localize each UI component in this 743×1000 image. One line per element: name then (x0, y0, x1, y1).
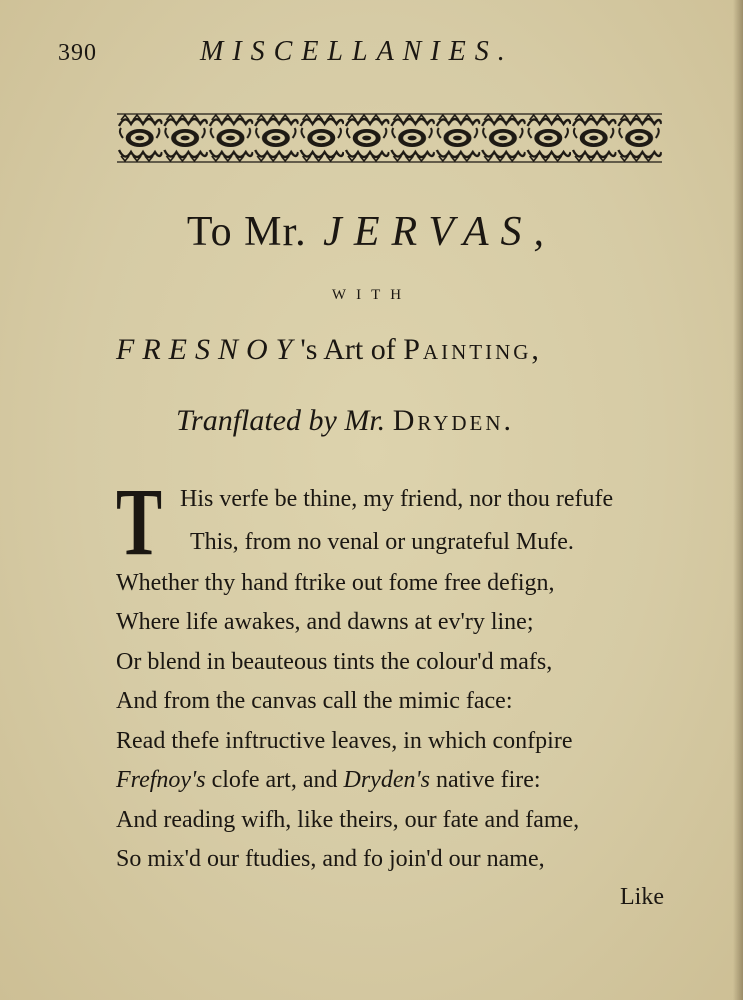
subtitle-translator (176, 404, 514, 438)
poem-line-text: And from the canvas call the mimic face: (116, 688, 513, 714)
drop-cap: T (116, 468, 163, 575)
page-number: 390 (58, 40, 97, 66)
translator-dryden: Dryden. (392, 404, 515, 437)
title-prefix: To Mr. (186, 209, 307, 255)
poem-line-text: clofe art, and (205, 767, 344, 793)
poem-line-text: This, from no venal or ungrateful Mufe. (190, 529, 574, 555)
poem-line-text: Read thefe inftructive leaves, in which confpire (116, 728, 573, 754)
title-name: JERVAS, (323, 209, 557, 255)
poem-line-text: Or blend in beauteous tints the colour'd mafs, (116, 649, 553, 675)
poem-title (0, 208, 743, 256)
poem-line-text: And reading wifh, like theirs, our fate and fame, (116, 807, 580, 833)
poem-line (116, 726, 572, 756)
page-edge-shadow (733, 0, 743, 1000)
ornamental-headpiece-icon (117, 112, 662, 164)
poem-line-text: His verfe be thine, my friend, nor thou refufe (180, 486, 614, 512)
translated-by-label: Tranflated by Mr. (176, 404, 386, 437)
poem-line-text: native fire: (429, 767, 541, 793)
poem-line (116, 568, 555, 598)
work-painting: Painting, (403, 333, 542, 366)
running-title: MISCELLANIES. (200, 36, 514, 67)
poem-line (116, 607, 533, 637)
poem-line (116, 647, 552, 677)
subtitle-work (116, 333, 542, 367)
subtitle-with: WITH (331, 287, 412, 303)
author-fresnoy: FRESNOY (116, 333, 301, 366)
poem-line-text: Whether thy hand ftrike out fome free defign, (116, 570, 555, 596)
poem-line (116, 805, 579, 835)
poem-line (116, 765, 541, 795)
poem-line-text: Where life awakes, and dawns at ev'ry line; (116, 609, 534, 635)
poem-line (190, 527, 574, 557)
poem-line-text: So mix'd our ftudies, and fo join'd our name, (116, 846, 545, 872)
poem-line-text: Frefnoy's (116, 767, 206, 793)
poem-line (116, 686, 513, 716)
poem-line-text: Dryden's (343, 767, 430, 793)
poem-line (116, 844, 545, 874)
work-connector: 's Art of (300, 333, 404, 366)
poem-line (180, 484, 613, 514)
catchword: Like (620, 884, 664, 910)
page-header (0, 34, 743, 74)
